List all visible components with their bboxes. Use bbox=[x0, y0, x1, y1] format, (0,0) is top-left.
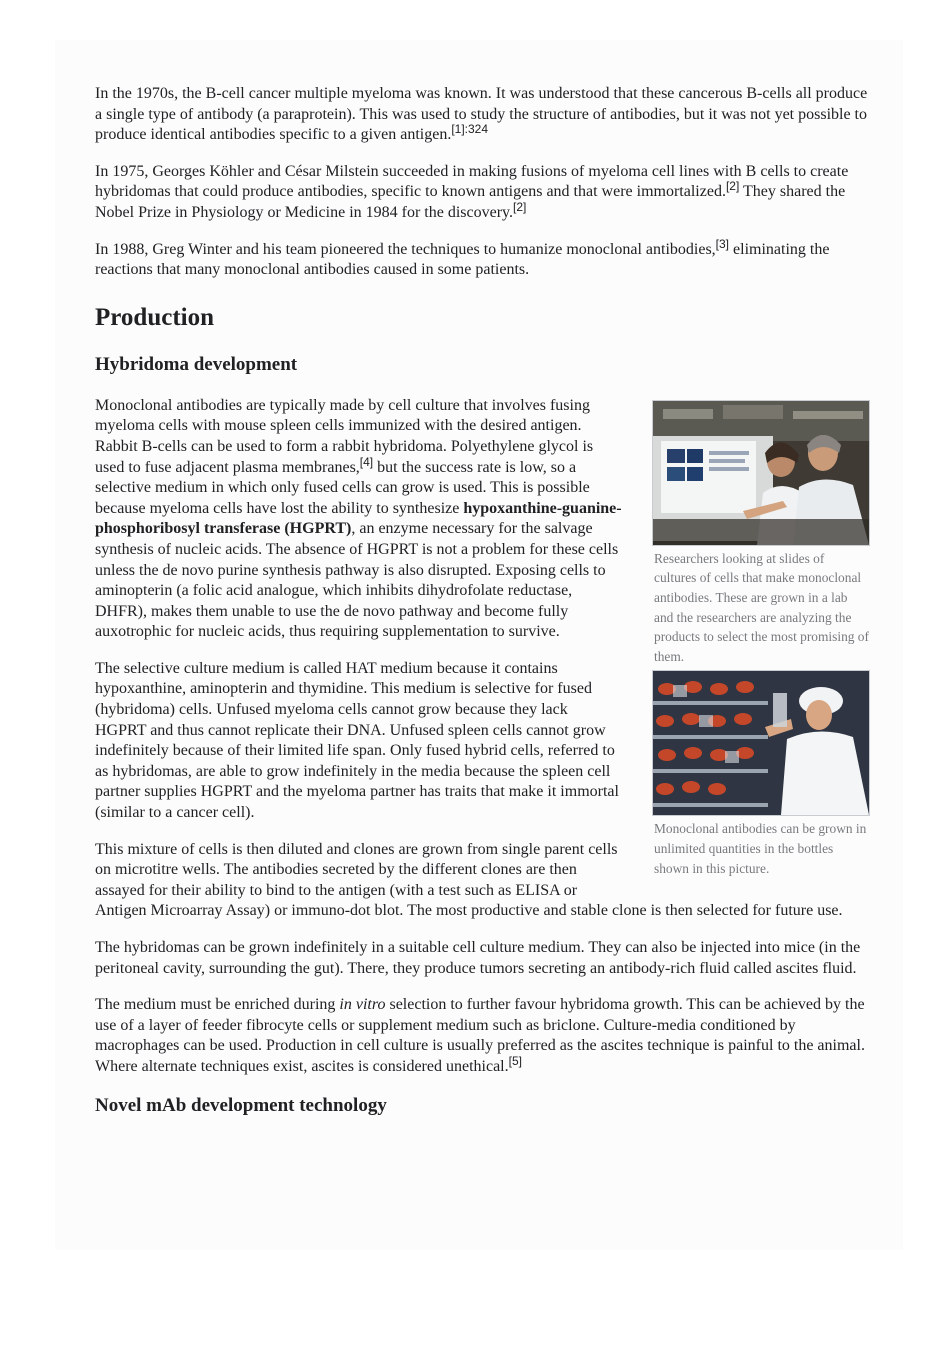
history-paragraph-3 bbox=[95, 236, 870, 281]
hybridoma-paragraph-5 bbox=[95, 995, 870, 1077]
figure-researchers bbox=[652, 400, 870, 667]
hybridoma-paragraph-2: The selective culture medium is called HAT medium because it contains hypoxanthine, aminopterin and thymidine. This medium is selective for fused (hybridoma) cells. Unfused myeloma cells cannot grow because they lack HGPRT and thus cannot replicate their DNA. Unfused spleen cells cannot grow indefinitely because of their limited life span. Only fused hybrid cells, referred to as hybridomas, are able to grow indefinitely in the media because the spleen cell partner supplies HGPRT and the myeloma partner has traits that make it immortal (similar to a cancer cell). bbox=[95, 659, 619, 822]
hybridoma-paragraph-3: This mixture of cells is then diluted and clones are grown from single parent cells on microtitre wells. The antibodies secreted by the different clones are then assayed for their ability to bind to the antigen (with a test such as ELISA or Antigen Microarray Assay) or immuno-dot blot. The most productive and stable clone is then selected for future use. bbox=[95, 840, 843, 920]
paragraph-text: , an enzyme necessary for the salvage synthesis of nucleic acids. The absence of HGPRT is not a problem for these cells unless the de novo purine synthesis pathway is also disrupted. Exposing cells to aminopterin (a folic acid analogue, which inhibits dihydrofolate reductase, DHFR), makes them unable to use the de novo pathway and become fully auxotrophic for nucleic acids, thus requiring supplementation to survive. bbox=[95, 520, 619, 641]
paragraph-text: but the success rate is low, so a selective medium in which only fused cells can grow is used. This is possible because myeloma cells have lost the ability to synthesize bbox=[95, 458, 590, 517]
section-heading-production: Production bbox=[95, 303, 214, 331]
paragraph-text: They shared the Nobel Prize in Physiology or Medicine in 1984 for the discovery. bbox=[95, 183, 846, 221]
hybridoma-paragraph-4: The hybridomas can be grown indefinitely in a suitable cell culture medium. They can also be injected into mice (in the peritoneal cavity, surrounding the gut). There, they produce tumors secreting an antibody-rich fluid called ascites fluid. bbox=[95, 939, 861, 977]
hgprt-term: hypoxanthine-guanine-phosphoribosyl transferase (HGPRT) bbox=[95, 499, 622, 538]
article-content bbox=[95, 84, 870, 1137]
paragraph-text: Monoclonal antibodies are typically made by cell culture that involves fusing myeloma cells with mouse spleen cells immunized with the desired antigen. Rabbit B-cells can be used to form a rabbit hybridoma. Polyethylene glycol is used to fuse adjacent plasma membranes, bbox=[95, 396, 594, 476]
citation-2[interactable]: [2] bbox=[725, 179, 740, 194]
bottles-photo[interactable] bbox=[652, 670, 870, 816]
paragraph-text: In 1975, Georges Köhler and César Milstein succeeded in making fusions of myeloma cell lines with B cells to create hybridomas that could produce antibodies, specific to known antigens and that were immortalized. bbox=[95, 162, 849, 201]
citation-5[interactable]: [5] bbox=[508, 1053, 522, 1068]
figure-caption-bottles: Monoclonal antibodies can be grown in unlimited quantities in the bottles shown in this picture. bbox=[654, 821, 867, 876]
citation-4[interactable]: [4] bbox=[359, 454, 374, 469]
history-paragraph-2 bbox=[95, 162, 870, 224]
paragraph-text: In the 1970s, the B-cell cancer multiple myeloma was known. It was understood that these cancerous B-cells all produce a single type of antibody (a paraprotein). This was used to study the structure of antibodies, but it was not yet possible to produce identical antibodies specific to a given antigen. bbox=[95, 85, 868, 144]
paragraph-text: The medium must be enriched during bbox=[95, 996, 340, 1014]
citation-1[interactable]: [1]:324 bbox=[451, 122, 489, 137]
subsection-heading-novel-mab: Novel mAb development technology bbox=[95, 1094, 387, 1116]
researchers-photo[interactable] bbox=[652, 400, 870, 546]
in-vitro-term: in vitro bbox=[339, 996, 386, 1014]
paragraph-text: selection to further favour hybridoma growth. This can be achieved by the use of a layer of feeder fibrocyte cells or supplement medium such as briclone. Culture-media conditioned by macrophages can be used. Production in cell culture is usually preferred as the ascites technique is painful to the animal. Where alternate techniques exist, ascites is considered unethical. bbox=[95, 996, 865, 1075]
bottles-photo-drawing bbox=[653, 671, 869, 815]
figure-caption-researchers: Researchers looking at slides of cultures of cells that make monoclonal antibodies. These are grown in a lab and the researchers are analyzing the products to select the most promising of them. bbox=[654, 550, 869, 664]
citation-2b[interactable]: [2] bbox=[513, 199, 527, 214]
figure-bottles bbox=[652, 670, 870, 878]
paragraph-text: eliminating the reactions that many monoclonal antibodies caused in some patients. bbox=[95, 240, 830, 279]
citation-3[interactable]: [3] bbox=[715, 236, 730, 251]
researchers-photo-drawing bbox=[653, 401, 869, 545]
history-paragraph-1 bbox=[95, 84, 870, 146]
paragraph-text: In 1988, Greg Winter and his team pioneered the techniques to humanize monoclonal antibodies, bbox=[95, 240, 716, 258]
subsection-heading-hybridoma: Hybridoma development bbox=[95, 353, 298, 375]
